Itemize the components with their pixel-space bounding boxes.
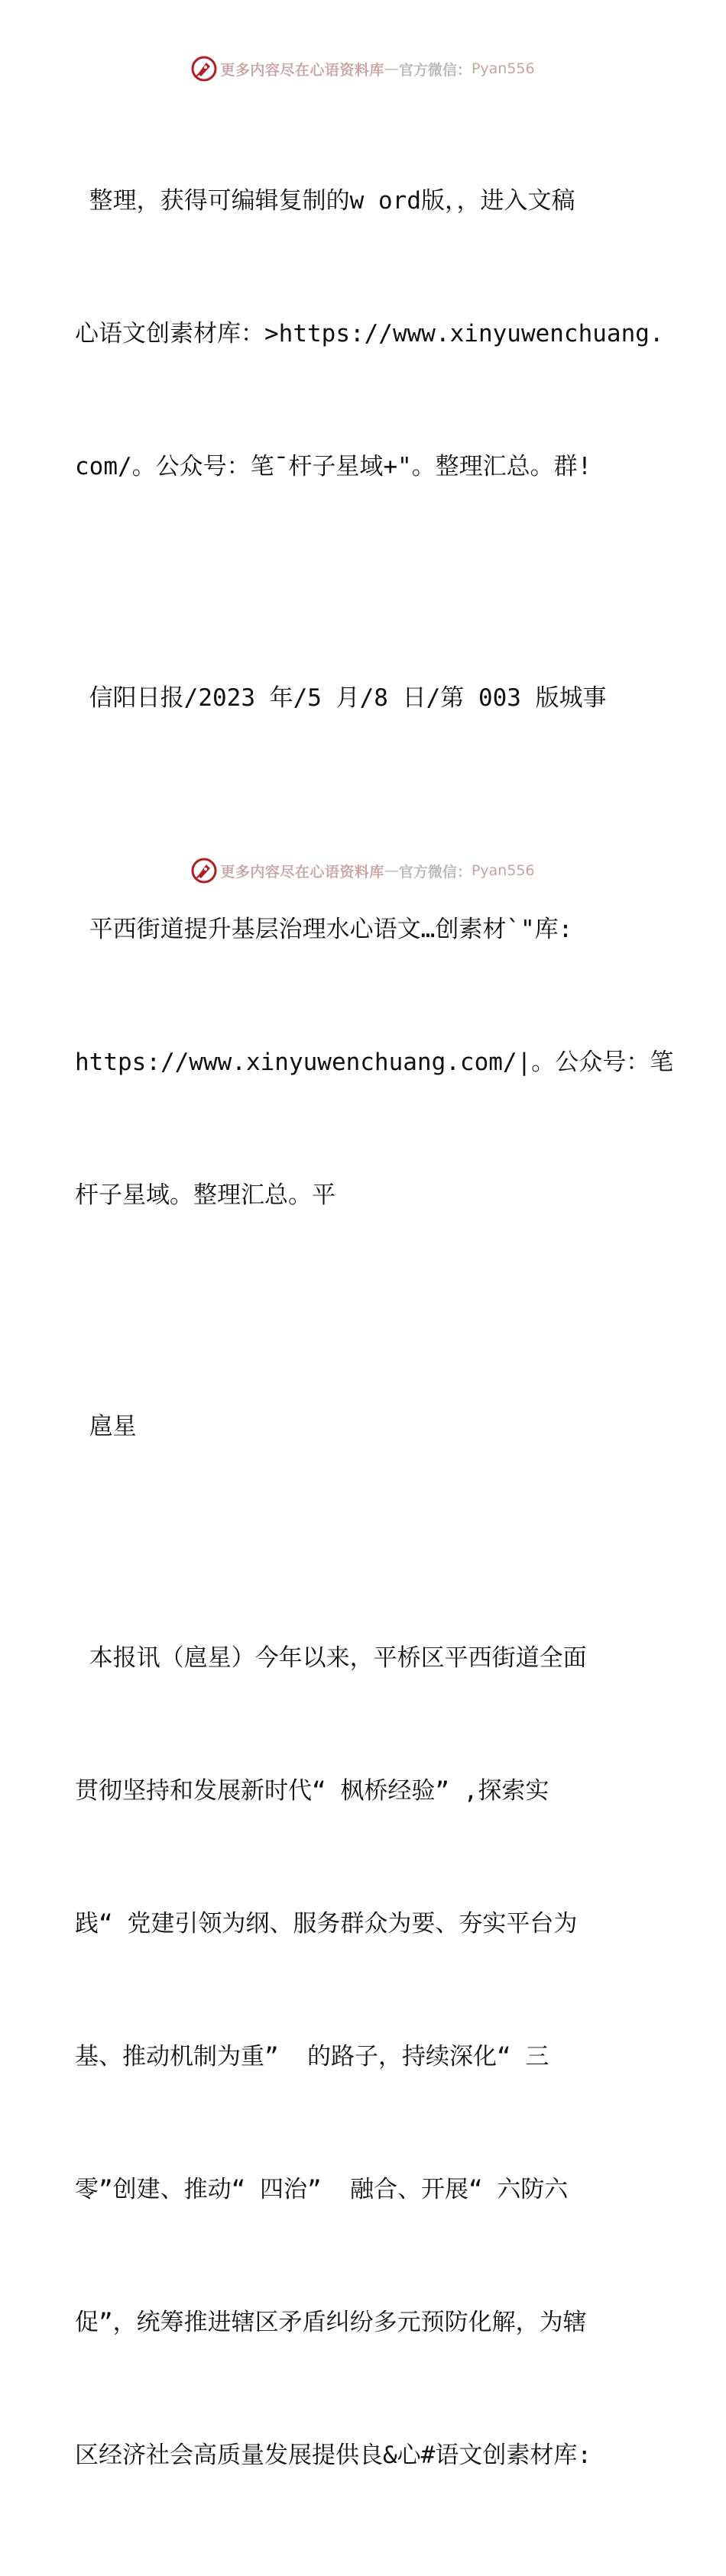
banner-dash: — [384,60,399,77]
author-line [75,1316,656,1537]
text-line: 基、推动机制为重” 的路子，持续深化“ 三 [75,2043,549,2070]
document-body [75,90,674,2576]
text-line: 平西街道提升基层治理水心语文…创素材`"库: [75,916,573,943]
banner-main-text: 更多内容尽在心语资料库 [220,863,384,881]
dateline [75,587,656,809]
article-paragraph [75,1547,656,2566]
banner-wechat-id: Pyan556 [471,60,535,77]
author-name: 扈星 [75,1413,137,1440]
banner-wechat-label: 官方微信： [398,61,472,79]
text-line: 促”，统筹推进辖区矛盾纠纷多元预防化解，为辖 [75,2309,587,2336]
text-line: 区经济社会高质量发展提供良&心#语文创素材库: [75,2442,591,2469]
text-line: 贯彻坚持和发展新时代“ 枫桥经验” ,探索实 [75,1777,549,1805]
pen-nib-logo-icon [191,56,217,82]
pen-nib-logo-icon [191,858,217,884]
dateline-text: 信阳日报/2023 年/5 月/8 日/第 003 版城事 [75,684,607,712]
headline-paragraph [75,819,674,1306]
banner-wechat-id: Pyan556 [471,862,535,879]
banner-main-text: 更多内容尽在心语资料库 [220,61,384,79]
text-line: 零”创建、推动“ 四治” 融合、开展“ 六防六 [75,2176,569,2203]
footer-banner [0,855,726,886]
header-banner [0,53,726,84]
text-line: 本报讯（扈星）今年以来，平桥区平西街道全面 [75,1644,587,1672]
text-line: 杆子星域。整理汇总。平 [75,1181,335,1209]
banner-dash: — [384,862,399,879]
text-line: https://www.xinyuwenchuang.com/|。公众号：笔 [75,1049,674,1076]
banner-wechat-label: 官方微信： [398,863,472,881]
text-line: 心语文创素材库：>https://www.xinyuwenchuang. [75,320,664,347]
text-line: 整理，获得可编辑复制的w ord版，，进入文稿 [75,187,575,215]
intro-paragraph [75,90,664,577]
text-line: 践“ 党建引领为纲、服务群众为要、夯实平台为 [75,1910,578,1938]
text-line: com/。公众号：笔¯杆子星域+"。整理汇总。群! [75,453,592,480]
